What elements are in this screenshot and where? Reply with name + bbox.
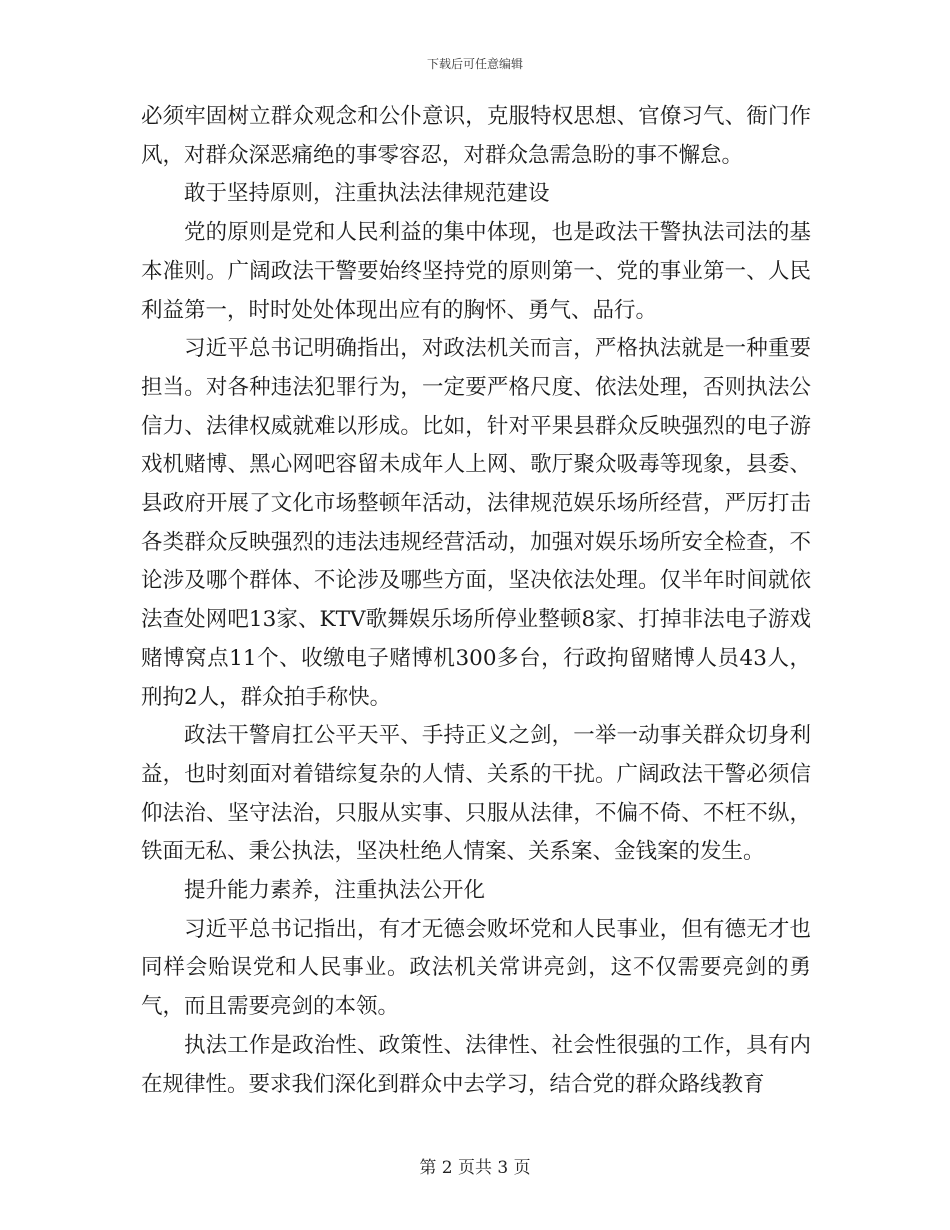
- paragraph: 党的原则是党和人民利益的集中体现，也是政法干警执法司法的基本准则。广阔政法干警要始终坚持党的原则第一、党的事业第一、人民利益第一，时时处处体现出应有的胸怀、勇气、品行。: [141, 220, 811, 323]
- page-number: 第 2 页共 3 页: [419, 1158, 531, 1178]
- paragraph: 习近平总书记明确指出，对政法机关而言，严格执法就是一种重要担当。对各种违法犯罪行为，一定要严格尺度、依法处理，否则执法公信力、法律权威就难以形成。比如，针对平果县群众反映强烈的电子游戏机赌博、黑心网吧容留未成年人上网、歌厅聚众吸毒等现象，县委、县政府开展了文化市场整顿年活动，法律规范娱乐场所经营，严厉打击各类群众反映强烈的违法违规经营活动，加强对娱乐场所安全检查，不论涉及哪个群体、不论涉及哪些方面，坚决依法处理。仅半年时间就依法查处网吧13家、KTV歌舞娱乐场所停业整顿8家、打掉非法电子游戏赌博窝点11个、收缴电子赌博机300多台，行政拘留赌博人员43人，刑拘2人，群众拍手称快。: [141, 336, 811, 710]
- section-heading: 敢于坚持原则，注重执法法律规范建设: [184, 181, 550, 207]
- document-body: [141, 98, 811, 1104]
- paragraph: 政法干警肩扛公平天平、手持正义之剑，一举一动事关群众切身利益，也时刻面对着错综复杂的人情、关系的干扰。广阔政法干警必须信仰法治、坚守法治，只服从实事、只服从法律，不偏不倚、不枉不纵，铁面无私、秉公执法，坚决杜绝人情案、关系案、金钱案的发生。: [141, 723, 811, 865]
- paragraph: 必须牢固树立群众观念和公仆意识，克服特权思想、官僚习气、衙门作风，对群众深恶痛绝的事零容忍，对群众急需急盼的事不懈怠。: [141, 104, 811, 168]
- header-note: 下载后可任意编辑: [426, 57, 523, 71]
- paragraph: 习近平总书记指出，有才无德会败坏党和人民事业，但有德无才也同样会贻误党和人民事业。政法机关常讲亮剑，这不仅需要亮剑的勇气，而且需要亮剑的本领。: [141, 916, 811, 1020]
- section-heading: 提升能力素养，注重执法公开化: [184, 878, 486, 904]
- paragraph: 执法工作是政治性、政策性、法律性、社会性很强的工作，具有内在规律性。要求我们深化到群众中去学习，结合党的群众路线教育: [141, 1032, 811, 1097]
